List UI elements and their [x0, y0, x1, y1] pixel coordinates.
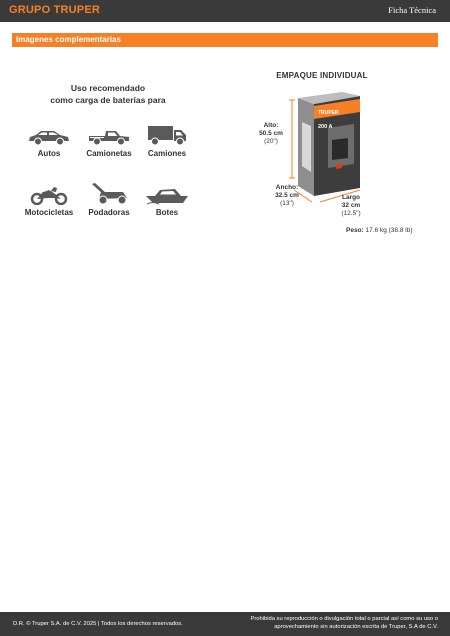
usage-item-autos	[21, 128, 77, 158]
section-title: Imagenes complementarias	[16, 35, 121, 44]
package-weight	[346, 227, 413, 234]
length-label: Largo	[341, 194, 361, 201]
header-bar	[0, 0, 450, 22]
footer-bar	[0, 612, 450, 636]
legal-line2: aprovechamiento sin autorización escrita de Truper, S.A de C.V.	[274, 623, 438, 630]
length-cm: 32 cm	[341, 202, 361, 209]
pickup-truck-icon	[87, 128, 131, 146]
weight-value: 17.6 kg (38.8 lb)	[365, 227, 413, 234]
sheet-title: Ficha Técnica	[388, 5, 436, 15]
package-title: EMPAQUE INDIVIDUAL	[276, 71, 368, 80]
length-in: (12.5")	[341, 210, 361, 217]
usage-label: Podadoras	[88, 208, 130, 217]
width-cm: 32.5 cm	[275, 192, 299, 199]
length-dimension	[336, 194, 366, 218]
width-in: (13")	[280, 200, 294, 207]
box-model-text: 200 A	[318, 124, 333, 130]
section-header	[12, 33, 438, 47]
legal-notice	[238, 616, 438, 631]
usage-label: Camiones	[147, 149, 187, 158]
legal-line1: Prohibida su reproducción o divulgación total o parcial así como su uso o	[250, 616, 438, 622]
height-cm: 50.5 cm	[259, 130, 283, 137]
usage-title-line1: Uso recomendado	[70, 83, 146, 93]
usage-item-motocicletas	[21, 185, 77, 217]
brand-logo: GRUPO TRUPER	[9, 4, 101, 16]
truck-icon	[147, 125, 187, 146]
usage-item-camiones	[139, 125, 195, 158]
usage-item-camionetas	[81, 128, 137, 158]
usage-label: Autos	[37, 149, 61, 158]
height-in: (20")	[264, 138, 278, 145]
boat-icon	[145, 185, 189, 205]
height-label: Alto:	[263, 122, 279, 129]
usage-item-podadoras	[81, 182, 137, 217]
copyright-text: D.R. © Truper S.A. de C.V. 2025 | Todos los derechos reservados.	[13, 621, 183, 627]
width-label: Ancho:	[275, 184, 299, 191]
usage-title-line2: como carga de baterías para	[50, 95, 166, 105]
lawn-mower-icon	[89, 182, 129, 205]
usage-label: Camionetas	[86, 149, 132, 158]
weight-label: Peso:	[346, 227, 364, 234]
motorcycle-icon	[29, 185, 69, 205]
width-dimension	[272, 184, 302, 208]
box-brand-text: TRUPER	[318, 110, 339, 116]
usage-label: Motocicletas	[24, 208, 74, 217]
height-dimension	[256, 122, 286, 146]
usage-title	[40, 82, 176, 106]
usage-item-botes	[139, 185, 195, 217]
car-icon	[27, 128, 71, 146]
usage-label: Botes	[155, 208, 179, 217]
